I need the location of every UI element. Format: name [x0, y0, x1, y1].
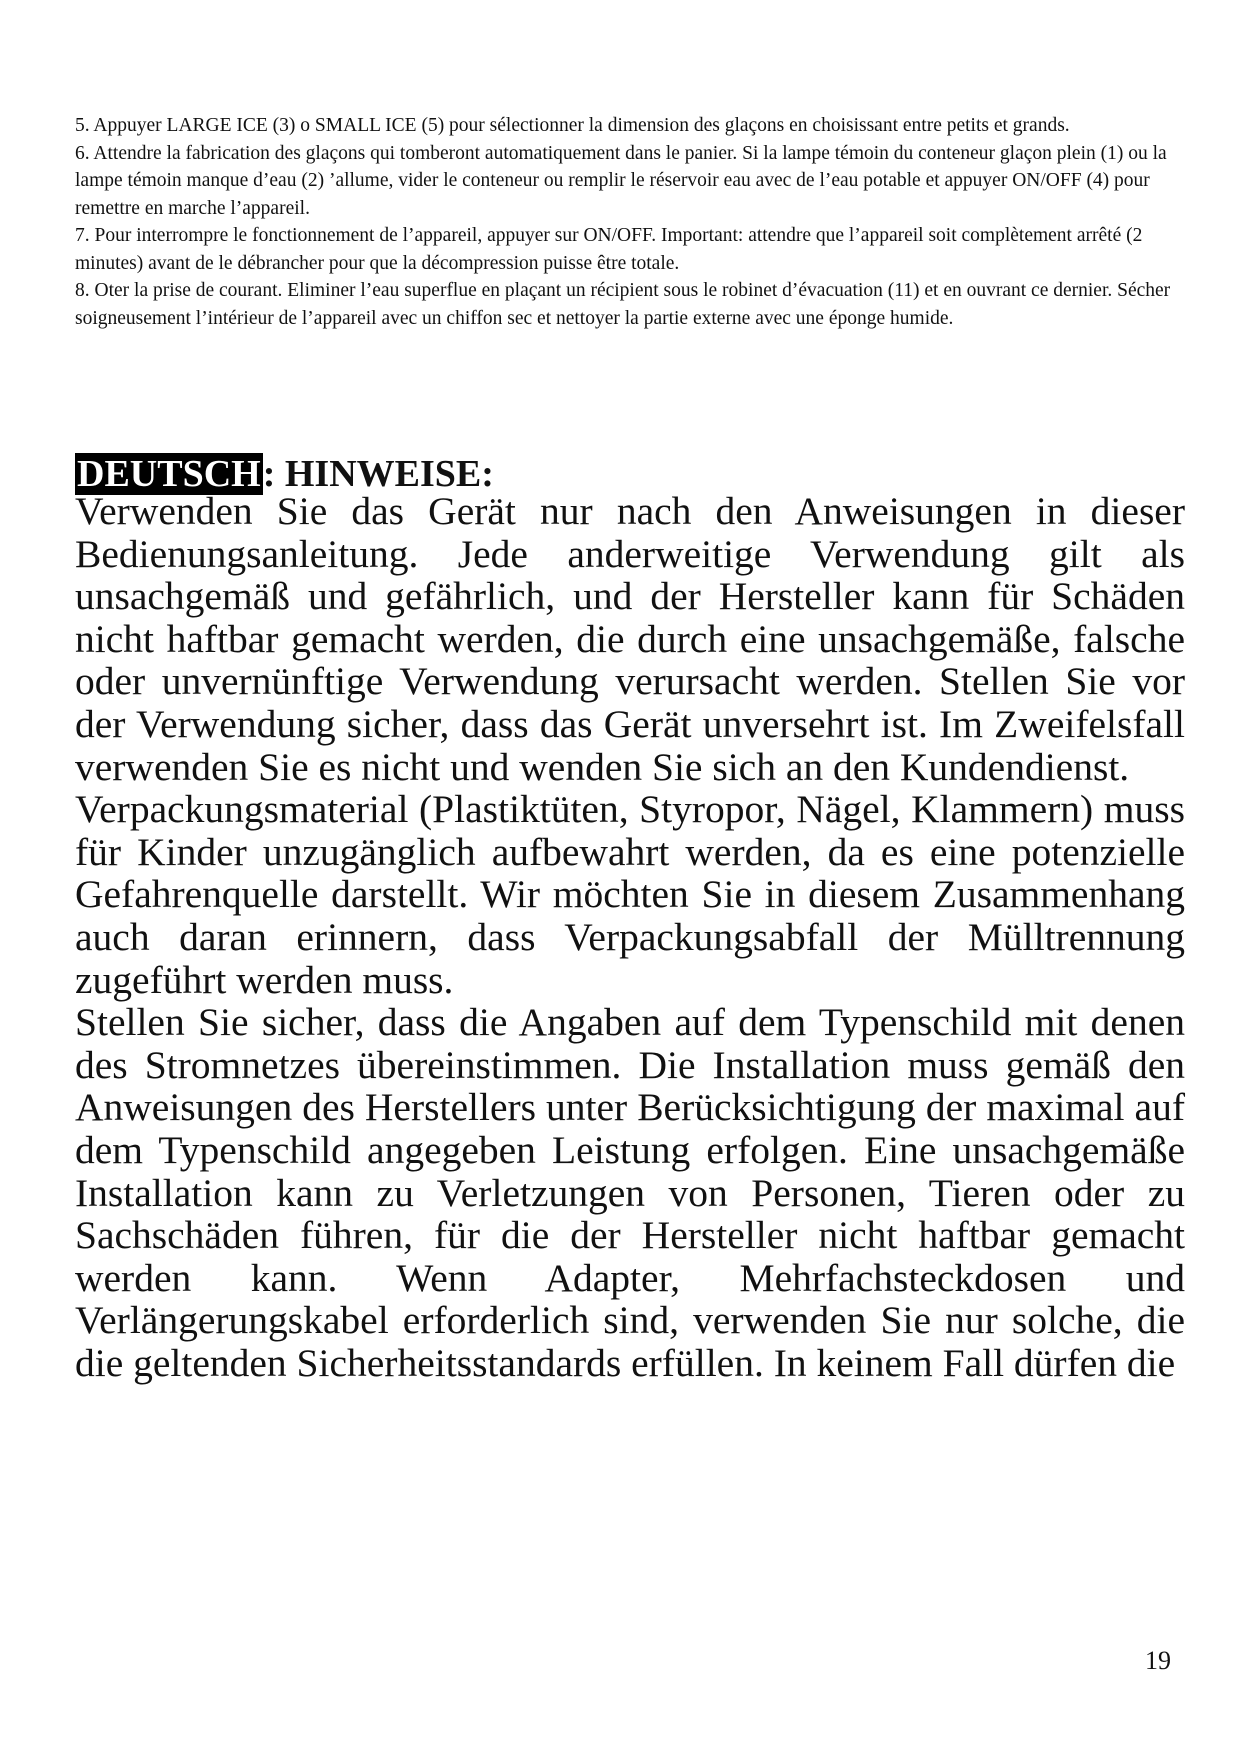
french-step-8: 8. Oter la prise de courant. Eliminer l’eau superflue en plaçant un récipient sous le robinet d’évacuation (11) et en ouvrant ce dernier. Sécher soigneusement l’intérieur de l’appareil avec un chiffon sec et nettoyer la partie externe avec une éponge humide. — [75, 280, 1171, 329]
german-paragraph-usage: Verwenden Sie das Gerät nur nach den Anweisungen in dieser Bedienungsanleitung. Jede anderweitige Verwendung gilt als unsachgemäß und gefährlich, und der Hersteller kann für Schäden nicht haftbar gemacht werden, die durch eine unsachgemäße, falsche oder unvernünftige Verwendung verursacht werden. Stellen Sie vor der Verwendung sicher, dass das Gerät unversehrt ist. Im Zweifelsfall verwenden Sie es nicht und wenden Sie sich an den Kundendienst. — [75, 489, 1185, 789]
german-paragraph-packaging: Verpackungsmaterial (Plastiktüten, Styropor, Nägel, Klammern) muss für Kinder unzugänglich aufbewahrt werden, da es eine potenzielle Gefahrenquelle darstellt. Wir möchten Sie in diesem Zusammenhang auch daran erinnern, dass Verpackungsabfall der Mülltrennung zugeführt werden muss. — [75, 787, 1185, 1002]
french-instructions — [75, 112, 1185, 332]
french-step-5: 5. Appuyer LARGE ICE (3) o SMALL ICE (5) pour sélectionner la dimension des glaçons en choisissant entre petits et grands. — [75, 115, 1070, 136]
french-step-6: 6. Attendre la fabrication des glaçons qui tomberont automatiquement dans le panier. Si la lampe témoin du conteneur glaçon plein (1) ou la lampe témoin manque d’eau (2) ’allume, vider le conteneur ou remplir le réservoir eau avec de l’eau potable et appuyer ON/OFF (4) pour remettre en marche l’appareil. — [75, 142, 1167, 219]
french-step-7: 7. Pour interrompre le fonctionnement de l’appareil, appuyer sur ON/OFF. Important: attendre que l’appareil soit complètement arrêté (2 minutes) avant de le débrancher pour que la décompression puisse être totale. — [75, 225, 1143, 274]
page-number: 19 — [1145, 1646, 1171, 1675]
german-notes — [75, 490, 1185, 1384]
language-tag: DEUTSCH — [77, 453, 261, 495]
german-paragraph-installation: Stellen Sie sicher, dass die Angaben auf dem Typenschild mit denen des Stromnetzes übereinstimmen. Die Installation muss gemäß den Anweisungen des Herstellers unter Berücksichtigung der maximal auf dem Typenschild angegeben Leistung erfolgen. Eine unsachgemäße Installation kann zu Verletzungen von Personen, Tieren oder zu Sachschäden führen, für die der Hersteller nicht haftbar gemacht werden kann. Wenn Adapter, Mehrfachsteckdosen und Verlängerungskabel erforderlich sind, verwenden Sie nur solche, die die geltenden Sicherheitsstandards erfüllen. In keinem Fall dürfen die — [75, 1000, 1185, 1385]
heading-text: : HINWEISE: — [262, 453, 494, 495]
